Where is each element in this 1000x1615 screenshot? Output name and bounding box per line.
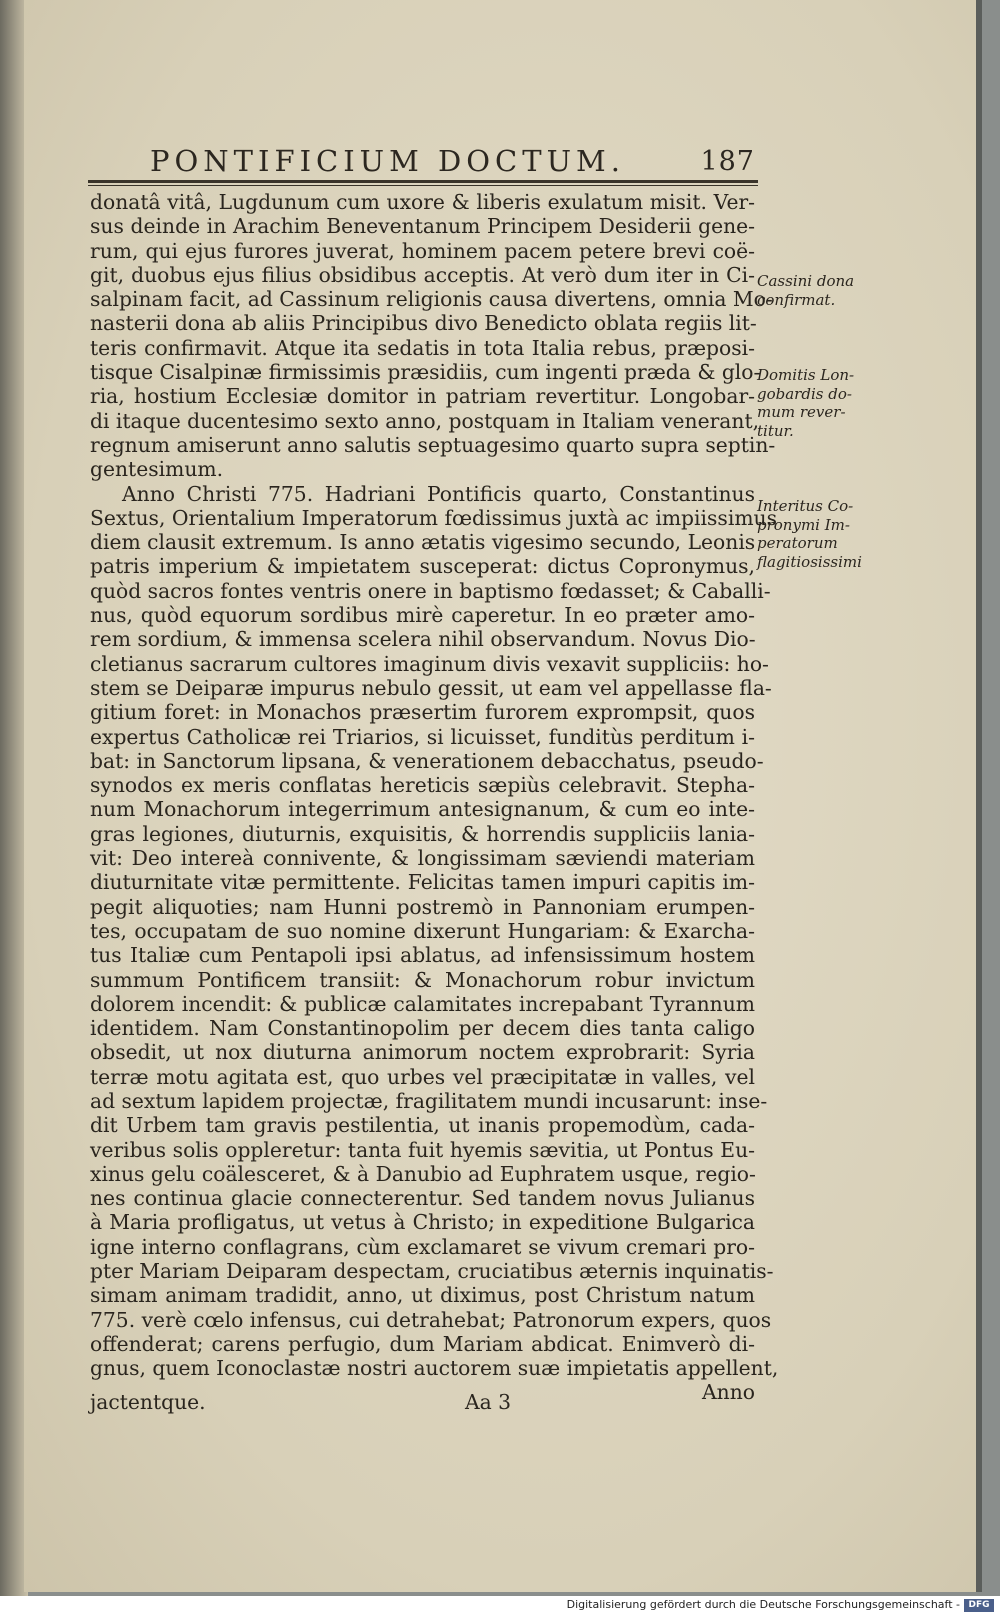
margin-note-longobardi [757,366,867,440]
text-line: rum, qui ejus furores juverat, hominem pacem petere brevi coë- [90,238,755,263]
text-line: teris confirmavit. Atque ita sedatis in tota Italia rebus, præposi- [90,335,755,360]
text-line: pegit aliquoties; nam Hunni postremò in Pannoniam erumpen- [90,894,755,919]
text-line: ria, hostium Ecclesiæ domitor in patriam revertitur. Longobar- [90,384,755,409]
margin-note-line: titur. [757,421,794,440]
text-line: identidem. Nam Constantinopolim per decem dies tanta caligo [90,1016,755,1041]
margin-note-line: Cassini dona [757,272,855,290]
footer-credit: Digitalisierung gefördert durch die Deutsche Forschungsgemeinschaft - [566,1598,960,1611]
main-text-block [90,190,779,1381]
margin-note-line: peratorum [757,534,838,552]
text-line: nasterii dona ab aliis Principibus divo Benedicto oblata regiis lit- [90,311,757,336]
text-line: dolorem incendit: & publicæ calamitates increpabant Tyrannum [90,991,755,1016]
margin-note-line: gobardis do- [757,384,852,403]
text-line: patris imperium & impietatem susceperat: dictus Copronymus, [90,554,755,579]
text-line: tisque Cisalpinæ firmissimis præsidiis, cum ingenti præda & glo- [90,360,761,385]
signature-mark: Aa 3 [465,1390,512,1414]
text-line: stem se Deiparæ impurus nebulo gessit, ut eam vel appellasse fla- [90,675,772,700]
text-line: cletianus sacrarum cultores imaginum divis vexavit suppliciis: ho- [90,651,769,676]
page-footer-row [90,1380,755,1416]
text-line: vit: Deo intereà connivente, & longissimam sæviendi materiam [90,846,755,871]
last-line-text: jactentque. [90,1390,206,1414]
margin-note-line: Domitis Lon- [757,366,855,384]
text-line: bat: in Sanctorum lipsana, & venerationem debacchatus, pseudo- [90,748,764,773]
running-title: PONTIFICIUM DOCTUM. [150,144,625,178]
margin-note-line: pronymi Im- [757,515,850,534]
text-line: git, duobus ejus filius obsidibus acceptis. At verò dum iter in Ci- [90,262,755,287]
text-line: summum Pontificem transiit: & Monachorum robur invictum [90,967,755,992]
text-line: salpinam facit, ad Cassinum religionis causa divertens, omnia Mo- [90,287,773,312]
margin-note-line: flagitiosissimi [757,552,862,571]
text-line: donatâ vitâ, Lugdunum cum uxore & liberis exulatum misit. Ver- [90,190,755,214]
digitization-footer [0,1596,1000,1615]
text-line: Sextus, Orientalium Imperatorum fœdissimus juxtà ac impiissimus [90,505,778,530]
margin-note-line: mum rever- [757,403,846,421]
catchword: Anno [702,1380,755,1404]
text-line: nes continua glacie connecterentur. Sed tandem novus Julianus [90,1186,755,1211]
text-line: 775. verè cœlo infensus, cui detrahebat; Patronorum expers, quos [90,1307,772,1332]
text-line: di itaque ducentesimo sexto anno, postquam in Italiam venerant, [90,408,760,433]
text-line: terræ motu agitata est, quo urbes vel præcipitatæ in valles, vel [90,1064,755,1089]
text-line: diuturnitate vitæ permittente. Felicitas tamen impuri capitis im- [90,870,755,895]
text-line: sus deinde in Arachim Beneventanum Principem Desiderii gene- [90,214,755,239]
text-line: offenderat; carens perfugio, dum Mariam abdicat. Enimverò di- [90,1331,755,1356]
text-line: synodos ex meris conflatas hereticis sæpiùs celebravit. Stepha- [90,773,755,798]
text-line: xinus gelu coälesceret, & à Danubio ad Euphratem usque, regio- [90,1161,756,1186]
text-line: nus, quòd equorum sordibus mirè caperetur. In eo præter amo- [90,603,755,628]
text-line: gnus, quem Iconoclastæ nostri auctorem suæ impietatis appellent, [90,1356,779,1381]
text-line: num Monachorum integerrimum antesignanum, & cum eo inte- [90,797,755,822]
text-line: pter Mariam Deiparam despectam, cruciatibus æternis inquinatis- [90,1259,774,1284]
text-line: veribus solis oppleretur: tanta fuit hyemis sævitia, ut Pontus Eu- [90,1137,755,1162]
text-line: dit Urbem tam gravis pestilentia, ut inanis propemodùm, cada- [90,1113,755,1138]
text-line: diem clausit extremum. Is anno ætatis vigesimo secundo, Leonis [90,530,756,555]
dfg-logo: DFG [964,1599,994,1612]
margin-note-line: Interitus Co- [757,497,854,515]
text-line: Anno Christi 775. Hadriani Pontificis quarto, Constantinus [122,481,755,506]
text-line: à Maria profligatus, ut vetus à Christo; in expeditione Bulgarica [90,1210,755,1235]
text-line: obsedit, ut nox diuturna animorum noctem exprobrarit: Syria [90,1040,755,1065]
text-line: gras legiones, diuturnis, exquisitis, & horrendis suppliciis lania- [90,821,755,846]
text-line: quòd sacros fontes ventris onere in baptismo fœdasset; & Caballi- [90,578,771,603]
bleed-through-text [30,120,40,1520]
header-rule [88,180,758,183]
page-number: 187 [700,145,755,177]
text-line: expertus Catholicæ rei Triarios, si licuisset, funditùs perditum i- [90,724,755,749]
margin-note-copronymus [757,497,867,571]
header-rule-thin [88,185,758,186]
text-line: gitium foret: in Monachos præsertim furorem exprompsit, quos [90,700,755,725]
margin-note-cassini [757,272,867,309]
text-line: regnum amiserunt anno salutis septuagesimo quarto supra septin- [90,432,776,457]
text-line: tus Italiæ cum Pentapoli ipsi ablatus, ad infensissimum hostem [90,943,755,968]
running-header [150,141,755,181]
text-line: simam animam tradidit, anno, ut diximus, post Christum natum [90,1283,755,1308]
margin-note-line: confirmat. [757,290,836,309]
text-line: rem sordium, & immensa scelera nihil observandum. Novus Dio- [90,627,756,652]
text-line: igne interno conflagrans, cùm exclamaret se vivum cremari pro- [90,1234,755,1259]
text-line: gentesimum. [90,457,224,482]
text-line: ad sextum lapidem projectæ, fragilitatem mundi incusarunt: inse- [90,1088,768,1113]
text-line: tes, occupatam de suo nomine dixerunt Hungariam: & Exarcha- [90,918,755,943]
